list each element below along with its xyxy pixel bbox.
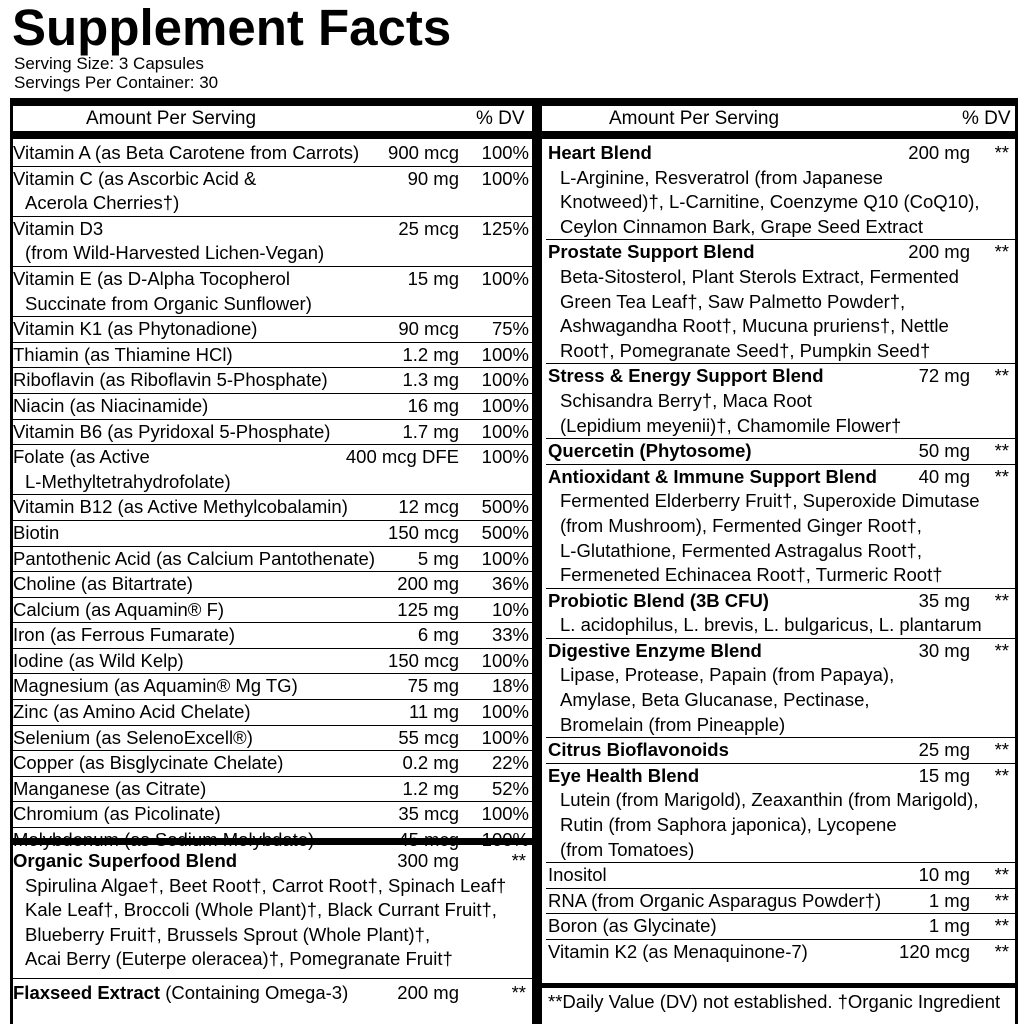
blend-row bbox=[546, 364, 1015, 439]
blend-ingredient-line bbox=[546, 663, 1015, 688]
nutrient-row bbox=[13, 751, 532, 777]
blend-row bbox=[546, 141, 1015, 240]
nutrient-name: Succinate from Organic Sunflower) bbox=[25, 292, 312, 314]
blend-amount: 1 mg bbox=[928, 889, 970, 911]
nutrient-name: Pantothenic Acid (as Calcium Pantothenate) bbox=[13, 547, 375, 569]
nutrient-dv: 100% bbox=[481, 167, 529, 189]
nutrient-dv: 100% bbox=[481, 343, 529, 365]
blend-ingredients: L-Arginine, Resveratrol (from Japanese bbox=[560, 166, 883, 188]
nutrient-name: Selenium (as SelenoExcell®) bbox=[13, 726, 253, 748]
nutrient-dv: 500% bbox=[481, 521, 529, 543]
nutrient-amount: 6 mg bbox=[417, 624, 459, 646]
nutrient-name: Vitamin C (as Ascorbic Acid & bbox=[13, 167, 257, 189]
left-nutrient-table bbox=[13, 141, 532, 853]
blend-ingredient-line bbox=[546, 489, 1015, 514]
blend-ingredients: Ashwagandha Root†, Mucuna pruriens†, Nettle bbox=[560, 315, 949, 337]
blend-ingredients: L-Glutathione, Fermented Astragalus Root†, bbox=[560, 539, 922, 561]
nutrient-row bbox=[13, 802, 532, 828]
nutrient-line bbox=[13, 394, 532, 419]
blend-title-line bbox=[546, 465, 1015, 490]
nutrient-dv: 125% bbox=[481, 217, 529, 239]
blend-ingredient-line bbox=[546, 190, 1015, 215]
nutrient-row bbox=[13, 445, 532, 495]
nutrient-line bbox=[13, 191, 532, 216]
blend-dv: ** bbox=[511, 850, 526, 871]
blend-ingredient-line bbox=[13, 947, 532, 972]
blend-name: Eye Health Blend bbox=[548, 764, 700, 786]
blend-title-line bbox=[546, 439, 1015, 464]
blend-title-line bbox=[546, 764, 1015, 789]
blend-name bbox=[13, 981, 348, 1006]
nutrient-amount: 1.2 mg bbox=[402, 343, 459, 365]
blend-row bbox=[13, 981, 532, 1006]
blend-ingredient-line bbox=[546, 613, 1015, 638]
nutrient-row bbox=[13, 726, 532, 752]
nutrient-name: Thiamin (as Thiamine HCl) bbox=[13, 343, 233, 365]
nutrient-row bbox=[13, 572, 532, 598]
blend-name-text: Organic Superfood Blend bbox=[13, 850, 238, 871]
nutrient-amount: 55 mcg bbox=[398, 726, 459, 748]
blend-amount: 120 mcg bbox=[899, 941, 970, 962]
blend-ingredients: Fermeneted Echinacea Root†, Turmeric Root† bbox=[560, 564, 943, 586]
blend-ingredient-line bbox=[13, 898, 532, 923]
blend-ingredients: Spirulina Algae†, Beet Root†, Carrot Root†, Spinach Leaf† bbox=[25, 874, 507, 896]
nutrient-row bbox=[13, 521, 532, 547]
nutrient-line bbox=[13, 470, 532, 495]
blend-dv: ** bbox=[994, 589, 1009, 611]
nutrient-dv: 100% bbox=[481, 649, 529, 671]
blend-dv: ** bbox=[994, 440, 1009, 462]
nutrient-line bbox=[13, 726, 532, 751]
blend-title-line bbox=[546, 240, 1015, 265]
nutrient-line bbox=[13, 368, 532, 393]
blend-ingredients: Ceylon Cinnamon Bark, Grape Seed Extract bbox=[560, 215, 923, 237]
blend-ingredients: (from Tomatoes) bbox=[560, 838, 695, 860]
blend-ingredient-line bbox=[546, 813, 1015, 838]
blend-ingredients: Kale Leaf†, Broccoli (Whole Plant)†, Black Currant Fruit†, bbox=[25, 899, 497, 921]
nutrient-amount: 11 mg bbox=[408, 701, 459, 723]
nutrient-name: Chromium (as Picolinate) bbox=[13, 803, 221, 825]
nutrient-amount: 200 mg bbox=[397, 573, 459, 595]
blend-dv: ** bbox=[994, 142, 1009, 163]
nutrient-row bbox=[13, 623, 532, 649]
blend-amount: 200 mg bbox=[397, 981, 459, 1003]
nutrient-amount: 12 mcg bbox=[398, 496, 459, 518]
nutrient-name: Riboflavin (as Riboflavin 5-Phosphate) bbox=[13, 369, 328, 391]
nutrient-dv: 52% bbox=[491, 777, 529, 799]
nutrient-amount: 15 mg bbox=[407, 267, 459, 289]
nutrient-line bbox=[13, 267, 532, 292]
top-thick-rule bbox=[10, 98, 1018, 106]
left-amount-header: Amount Per Serving bbox=[86, 108, 257, 129]
nutrient-line bbox=[13, 777, 532, 802]
nutrient-amount: 16 mg bbox=[407, 394, 459, 416]
blend-ingredient-line bbox=[546, 713, 1015, 738]
nutrient-name: Iodine (as Wild Kelp) bbox=[13, 649, 184, 671]
nutrient-row bbox=[13, 368, 532, 394]
nutrient-row bbox=[13, 317, 532, 343]
blend-name: Citrus Bioflavonoids bbox=[548, 739, 729, 761]
nutrient-row bbox=[13, 547, 532, 573]
nutrient-name: Niacin (as Niacinamide) bbox=[13, 394, 209, 416]
blend-ingredients: Schisandra Berry†, Maca Root bbox=[560, 389, 812, 411]
nutrient-row bbox=[13, 343, 532, 369]
blend-ingredients: Rutin (from Saphora japonica), Lycopene bbox=[560, 814, 897, 836]
nutrient-name: Copper (as Bisglycinate Chelate) bbox=[13, 752, 284, 774]
blend-ingredient-line bbox=[546, 563, 1015, 588]
blend-amount: 30 mg bbox=[918, 639, 970, 661]
blend-row bbox=[546, 465, 1015, 589]
blend-amount: 40 mg bbox=[918, 465, 970, 487]
blend-ingredient-line bbox=[546, 688, 1015, 713]
blend-ingredient-line bbox=[546, 290, 1015, 315]
blend-ingredients: Fermented Elderberry Fruit†, Superoxide Dimutase bbox=[560, 490, 980, 512]
blend-amount: 25 mg bbox=[918, 739, 970, 761]
blend-name: Quercetin (Phytosome) bbox=[548, 440, 752, 462]
nutrient-row bbox=[13, 167, 532, 217]
nutrient-amount: 5 mg bbox=[417, 547, 459, 569]
nutrient-name: Acerola Cherries†) bbox=[25, 192, 180, 214]
nutrient-dv: 100% bbox=[481, 726, 529, 748]
blend-ingredients: Green Tea Leaf†, Saw Palmetto Powder†, bbox=[560, 290, 906, 312]
nutrient-amount: 150 mcg bbox=[388, 521, 459, 543]
nutrient-dv: 100% bbox=[481, 701, 529, 723]
footnote: **Daily Value (DV) not established. †Organic Ingredient bbox=[548, 991, 1001, 1012]
blend-dv: ** bbox=[994, 465, 1009, 487]
nutrient-name: Calcium (as Aquamin® F) bbox=[13, 598, 225, 620]
blend-ingredients: Knotweed)†, L-Carnitine, Coenzyme Q10 (CoQ10), bbox=[560, 191, 980, 213]
nutrient-dv: 22% bbox=[491, 752, 529, 774]
nutrient-dv: 100% bbox=[481, 394, 529, 416]
nutrient-line bbox=[13, 649, 532, 674]
blend-ingredient-line bbox=[546, 314, 1015, 339]
right-dv-header: % DV bbox=[962, 108, 1011, 129]
blend-title-line bbox=[546, 141, 1015, 166]
blend-dv: ** bbox=[994, 864, 1009, 886]
nutrient-name: Choline (as Bitartrate) bbox=[13, 573, 193, 595]
blend-ingredients: Lipase, Protease, Papain (from Papaya), bbox=[560, 664, 895, 686]
nutrient-amount: 35 mcg bbox=[398, 803, 459, 825]
blend-title-line bbox=[13, 849, 532, 874]
blend-dv: ** bbox=[994, 739, 1009, 761]
blend-ingredient-line bbox=[546, 414, 1015, 439]
nutrient-dv: 500% bbox=[481, 496, 529, 518]
blend-ingredient-line bbox=[13, 923, 532, 948]
blend-title-line bbox=[546, 889, 1015, 914]
nutrient-line bbox=[13, 674, 532, 699]
nutrient-dv: 100% bbox=[481, 803, 529, 825]
blend-ingredient-line bbox=[546, 514, 1015, 539]
nutrient-amount: 90 mcg bbox=[398, 318, 459, 340]
nutrient-row bbox=[13, 649, 532, 675]
nutrient-line bbox=[13, 217, 532, 242]
blend-ingredients: (from Mushroom), Fermented Ginger Root†, bbox=[560, 514, 922, 536]
nutrient-amount: 900 mcg bbox=[388, 142, 459, 163]
nutrient-name: Vitamin K1 (as Phytonadione) bbox=[13, 318, 258, 340]
blend-row bbox=[546, 940, 1015, 965]
blend-ingredient-line bbox=[546, 166, 1015, 191]
blend-row bbox=[546, 764, 1015, 863]
blend-amount: 35 mg bbox=[918, 589, 970, 611]
nutrient-row bbox=[13, 141, 532, 167]
nutrient-dv: 18% bbox=[491, 675, 529, 697]
nutrient-row bbox=[13, 267, 532, 317]
blend-name-suffix: (Containing Omega-3) bbox=[160, 981, 349, 1003]
nutrient-line bbox=[13, 241, 532, 266]
blend-name: Heart Blend bbox=[548, 142, 652, 163]
blend-amount: 72 mg bbox=[918, 365, 970, 387]
nutrient-dv: 100% bbox=[481, 420, 529, 442]
nutrient-row bbox=[13, 598, 532, 624]
blend-amount: 10 mg bbox=[918, 864, 970, 886]
nutrient-amount: 1.2 mg bbox=[402, 777, 459, 799]
right-amount-header: Amount Per Serving bbox=[609, 108, 780, 129]
blend-name: Antioxidant & Immune Support Blend bbox=[548, 465, 877, 487]
nutrient-line bbox=[13, 420, 532, 445]
blend-row bbox=[546, 639, 1015, 738]
nutrient-name: Vitamin B12 (as Active Methylcobalamin) bbox=[13, 496, 348, 518]
nutrient-line bbox=[13, 802, 532, 827]
nutrient-line bbox=[13, 623, 532, 648]
blend-ingredients: Bromelain (from Pineapple) bbox=[560, 713, 786, 735]
left-dv-header: % DV bbox=[476, 108, 525, 129]
blend-dv: ** bbox=[994, 764, 1009, 786]
blend-ingredients: Blueberry Fruit†, Brussels Sprout (Whole Plant)†, bbox=[25, 923, 431, 945]
nutrient-amount: 90 mg bbox=[407, 167, 459, 189]
blend-title-line bbox=[546, 914, 1015, 939]
blend-ingredient-line bbox=[546, 838, 1015, 863]
blend-name: Prostate Support Blend bbox=[548, 241, 755, 263]
nutrient-line bbox=[13, 700, 532, 725]
nutrient-amount: 45 mcg bbox=[398, 829, 459, 851]
nutrient-name: Molybdenum (as Sodium Molybdate) bbox=[13, 829, 315, 851]
nutrient-dv: 100% bbox=[481, 267, 529, 289]
page-title: Supplement Facts bbox=[12, 0, 452, 56]
blend-dv: ** bbox=[994, 941, 1009, 962]
nutrient-dv: 33% bbox=[491, 624, 529, 646]
nutrient-line bbox=[13, 751, 532, 776]
blend-ingredient-line bbox=[13, 874, 532, 899]
blend-name bbox=[13, 849, 237, 874]
nutrient-row bbox=[13, 217, 532, 267]
blend-name-text: Flaxseed Extract bbox=[13, 981, 161, 1003]
nutrient-dv: 100% bbox=[481, 829, 529, 851]
left-blend-table bbox=[13, 849, 532, 1006]
right-blend-table bbox=[546, 141, 1015, 965]
blend-row bbox=[546, 738, 1015, 764]
nutrient-amount: 1.3 mg bbox=[402, 369, 459, 391]
nutrient-dv: 10% bbox=[491, 598, 529, 620]
nutrient-line bbox=[13, 572, 532, 597]
nutrient-name: L-Methyltetrahydrofolate) bbox=[25, 470, 231, 492]
nutrient-row bbox=[13, 394, 532, 420]
nutrient-name: Vitamin B6 (as Pyridoxal 5-Phosphate) bbox=[13, 420, 331, 442]
blend-name: Digestive Enzyme Blend bbox=[548, 639, 762, 661]
nutrient-dv: 100% bbox=[481, 142, 529, 163]
blend-ingredients: Beta-Sitosterol, Plant Sterols Extract, Fermented bbox=[560, 265, 959, 287]
blend-dv: ** bbox=[511, 981, 526, 1003]
blend-ingredients: L. acidophilus, L. brevis, L. bulgaricus, L. plantarum bbox=[560, 614, 982, 636]
blend-name: Vitamin K2 (as Menaquinone-7) bbox=[548, 941, 808, 962]
header-rule-right bbox=[542, 131, 1018, 139]
blend-row bbox=[546, 863, 1015, 889]
nutrient-name: (from Wild-Harvested Lichen-Vegan) bbox=[25, 242, 325, 264]
nutrient-name: Manganese (as Citrate) bbox=[13, 777, 207, 799]
nutrient-name: Zinc (as Amino Acid Chelate) bbox=[13, 701, 251, 723]
nutrient-name: Biotin bbox=[13, 521, 60, 543]
serving-size: Serving Size: 3 Capsules bbox=[14, 54, 204, 73]
nutrient-amount: 125 mg bbox=[397, 598, 459, 620]
blend-ingredients: Root†, Pomegranate Seed†, Pumpkin Seed† bbox=[560, 339, 931, 361]
blend-title-line bbox=[546, 863, 1015, 888]
blend-ingredients: (Lepidium meyenii)†, Chamomile Flower† bbox=[560, 414, 902, 436]
blend-ingredients: Lutein (from Marigold), Zeaxanthin (from Marigold), bbox=[560, 789, 979, 811]
blend-name: Stress & Energy Support Blend bbox=[548, 365, 824, 387]
nutrient-name: Folate (as Active bbox=[13, 446, 150, 468]
nutrient-amount: 75 mg bbox=[407, 675, 459, 697]
header-rule-left bbox=[10, 131, 532, 139]
blend-ingredients: Amylase, Beta Glucanase, Pectinase, bbox=[560, 689, 870, 711]
blend-ingredient-line bbox=[546, 539, 1015, 564]
blend-title-line bbox=[546, 589, 1015, 614]
blend-amount: 15 mg bbox=[918, 764, 970, 786]
nutrient-name: Magnesium (as Aquamin® Mg TG) bbox=[13, 675, 298, 697]
nutrient-amount: 25 mcg bbox=[398, 217, 459, 239]
blend-row bbox=[546, 914, 1015, 940]
blend-ingredients: Acai Berry (Euterpe oleracea)†, Pomegranate Fruit† bbox=[25, 948, 453, 970]
blend-amount: 200 mg bbox=[908, 241, 970, 263]
nutrient-dv: 100% bbox=[481, 446, 529, 468]
nutrient-name: Vitamin E (as D-Alpha Tocopherol bbox=[13, 267, 290, 289]
nutrient-name: Vitamin D3 bbox=[13, 217, 104, 239]
nutrient-line bbox=[13, 495, 532, 520]
nutrient-line bbox=[13, 598, 532, 623]
blend-title-line bbox=[546, 364, 1015, 389]
blend-dv: ** bbox=[994, 639, 1009, 661]
nutrient-amount: 0.2 mg bbox=[402, 752, 459, 774]
blend-row bbox=[546, 889, 1015, 915]
blend-row bbox=[546, 439, 1015, 465]
blend-title-line bbox=[546, 639, 1015, 664]
nutrient-name: Vitamin A (as Beta Carotene from Carrots) bbox=[13, 142, 360, 163]
blend-dv: ** bbox=[994, 241, 1009, 263]
blend-ingredient-line bbox=[546, 215, 1015, 240]
nutrient-row bbox=[13, 777, 532, 803]
blend-dv: ** bbox=[994, 915, 1009, 937]
nutrient-amount: 400 mcg DFE bbox=[345, 446, 459, 468]
blend-row bbox=[13, 849, 532, 972]
blend-amount: 200 mg bbox=[908, 142, 970, 163]
blend-name: Inositol bbox=[548, 864, 607, 886]
blend-title-line bbox=[546, 940, 1015, 965]
nutrient-line bbox=[13, 141, 532, 166]
servings-per-container: Servings Per Container: 30 bbox=[14, 73, 219, 92]
nutrient-amount: 150 mcg bbox=[388, 649, 459, 671]
nutrient-row bbox=[13, 674, 532, 700]
nutrient-dv: 75% bbox=[491, 318, 529, 340]
blend-row bbox=[546, 240, 1015, 364]
blend-ingredient-line bbox=[546, 265, 1015, 290]
nutrient-line bbox=[13, 445, 532, 470]
nutrient-line bbox=[13, 292, 532, 317]
nutrient-line bbox=[13, 343, 532, 368]
blend-name: Boron (as Glycinate) bbox=[548, 915, 717, 937]
nutrient-dv: 36% bbox=[491, 573, 529, 595]
blend-name: RNA (from Organic Asparagus Powder†) bbox=[548, 889, 882, 911]
blend-amount: 1 mg bbox=[928, 915, 970, 937]
blend-row bbox=[546, 589, 1015, 639]
blend-ingredient-line bbox=[546, 339, 1015, 364]
nutrient-line bbox=[13, 317, 532, 342]
nutrient-line bbox=[13, 167, 532, 192]
outer-right-border bbox=[1015, 98, 1018, 1024]
blend-title-line bbox=[13, 981, 532, 1006]
nutrient-amount: 1.7 mg bbox=[402, 420, 459, 442]
nutrient-line bbox=[13, 547, 532, 572]
nutrient-row bbox=[13, 700, 532, 726]
nutrient-dv: 100% bbox=[481, 369, 529, 391]
center-divider bbox=[532, 98, 542, 1024]
blend-ingredient-line bbox=[546, 389, 1015, 414]
nutrient-row bbox=[13, 495, 532, 521]
blend-title-line bbox=[546, 738, 1015, 763]
blend-dv: ** bbox=[994, 889, 1009, 911]
nutrient-line bbox=[13, 521, 532, 546]
blend-amount: 50 mg bbox=[918, 440, 970, 462]
blend-dv: ** bbox=[994, 365, 1009, 387]
right-footnote-rule bbox=[542, 983, 1018, 988]
blend-name: Probiotic Blend (3B CFU) bbox=[548, 589, 769, 611]
nutrient-dv: 100% bbox=[481, 547, 529, 569]
blend-ingredient-line bbox=[546, 788, 1015, 813]
nutrient-row bbox=[13, 420, 532, 446]
nutrient-name: Iron (as Ferrous Fumarate) bbox=[13, 624, 236, 646]
blend-amount: 300 mg bbox=[397, 850, 459, 871]
